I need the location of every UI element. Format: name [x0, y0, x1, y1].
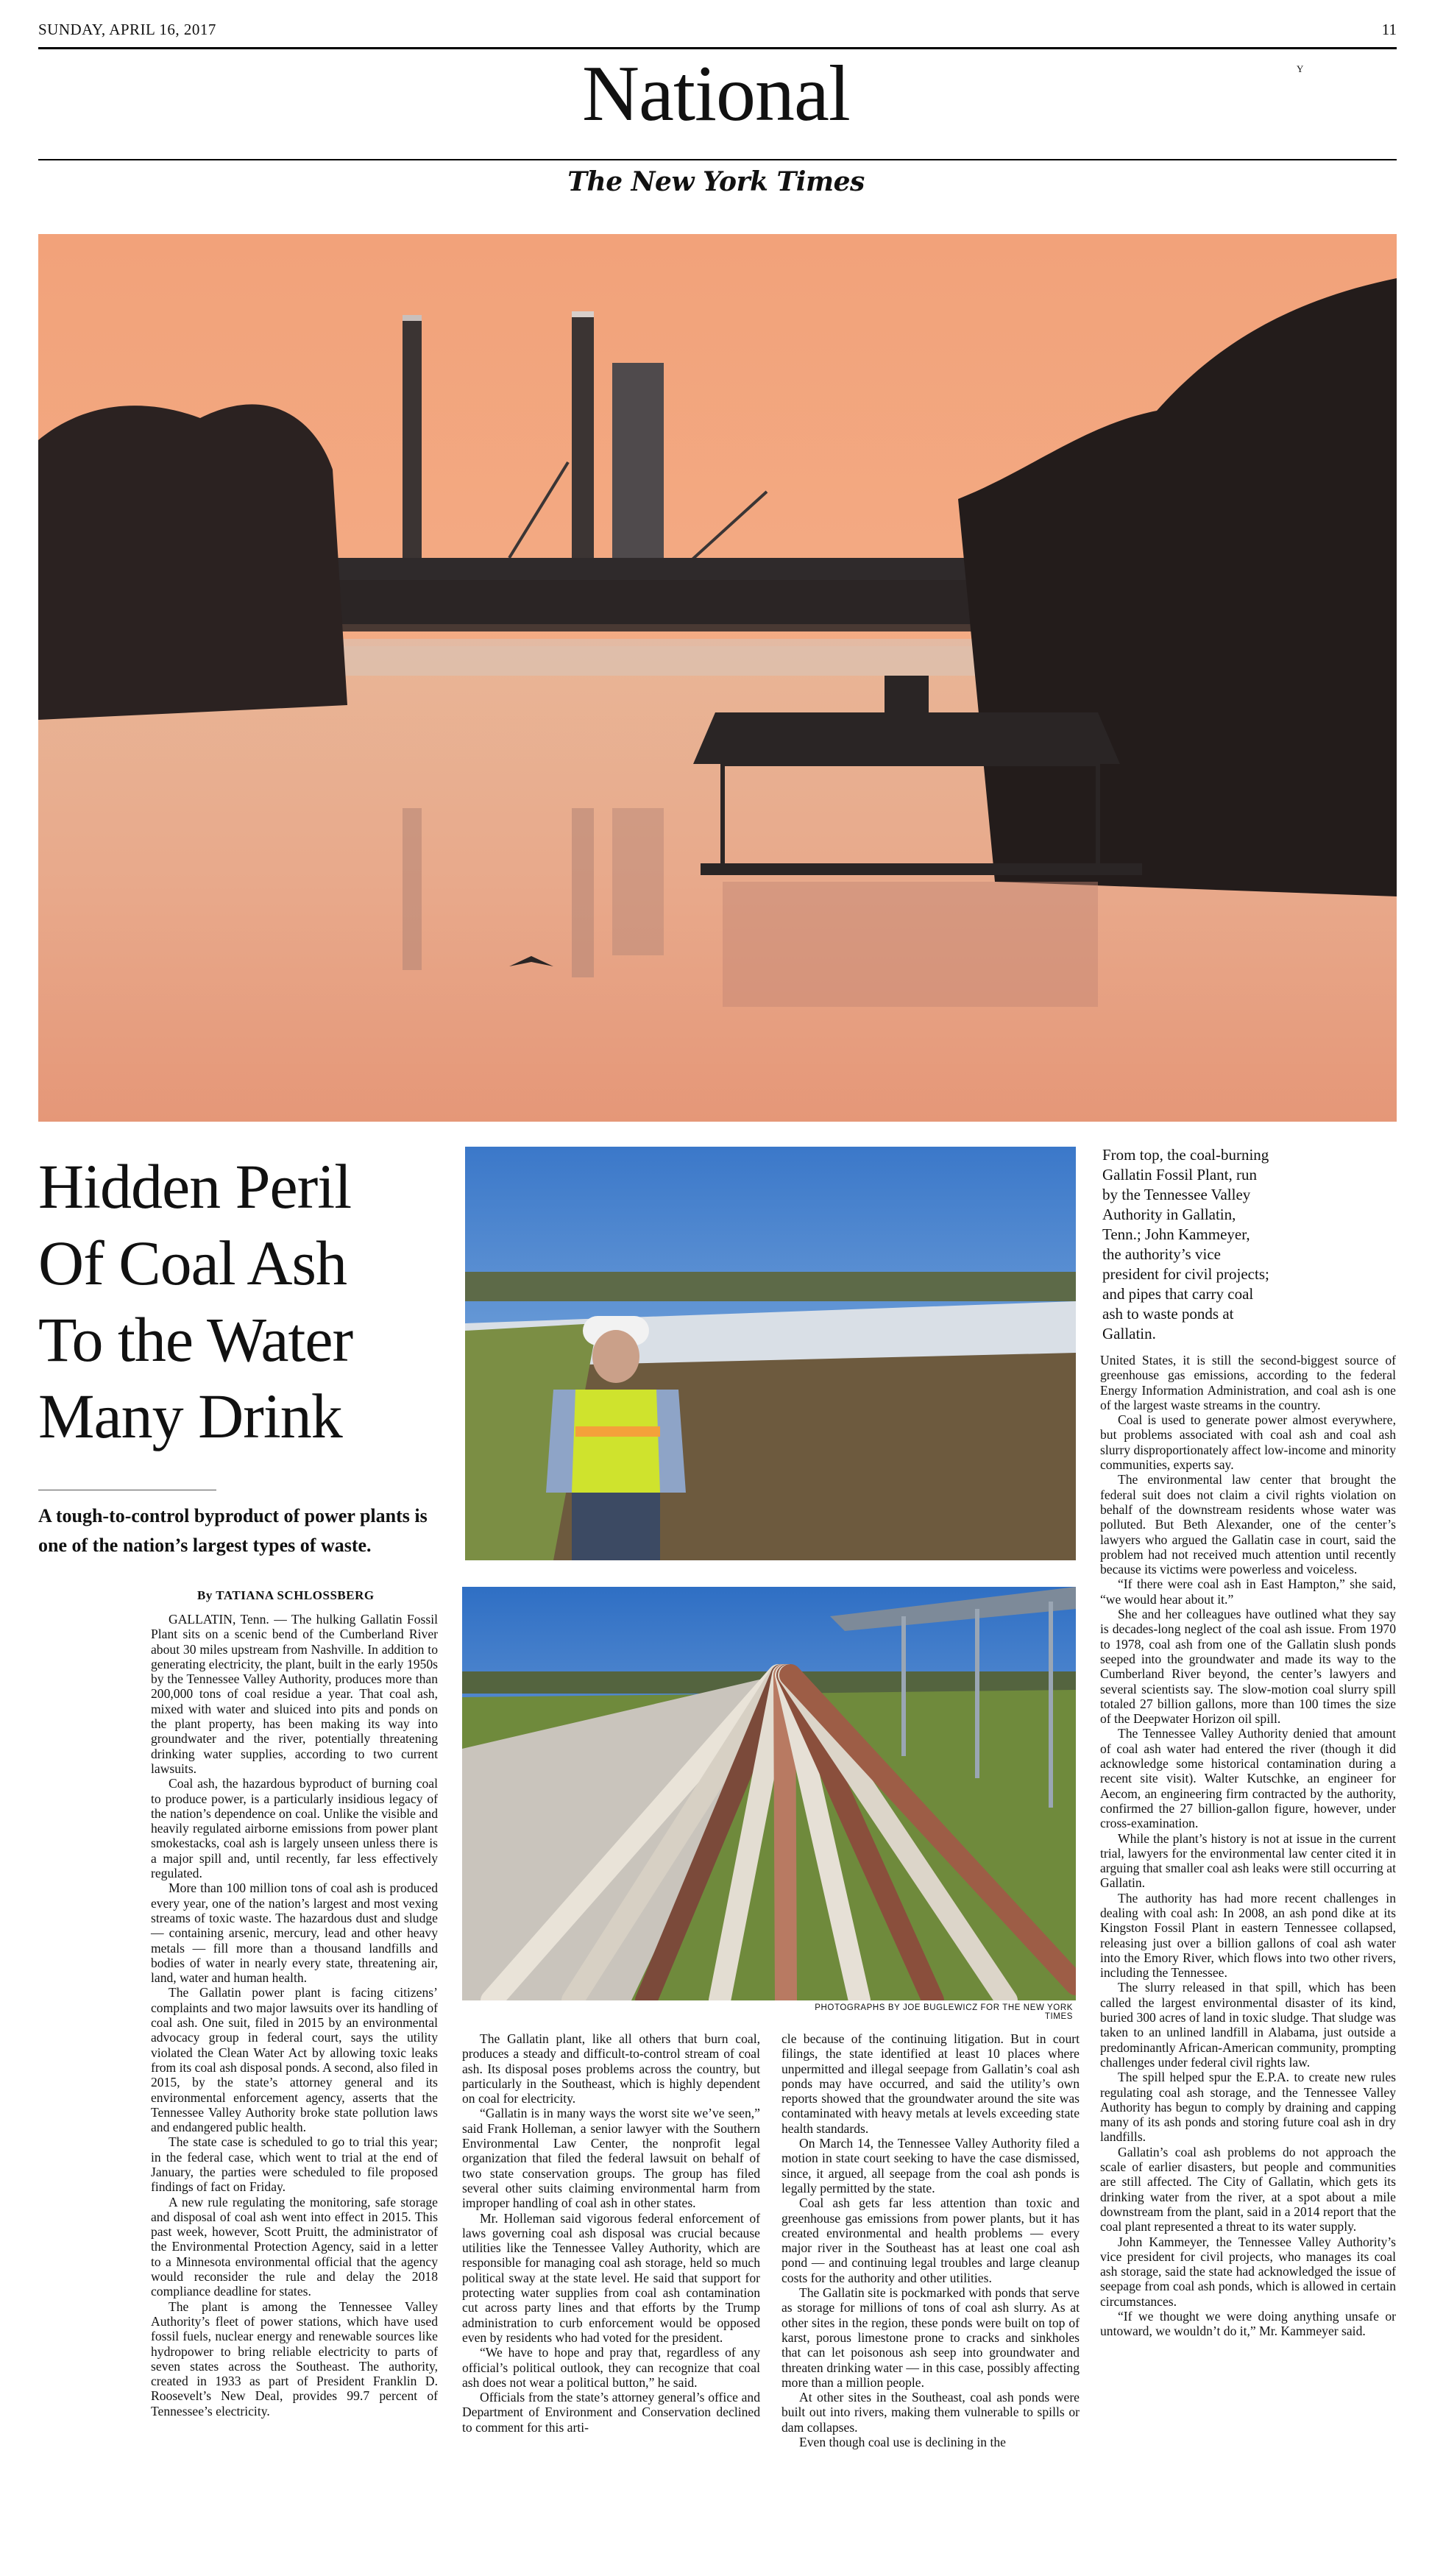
- paragraph: GALLATIN, Tenn. — The hulking Gallatin Fossil Plant sits on a scenic bend of the Cumberland River about 30 miles upstream from Nashville. In addition to generating electricity, the plant, built in the early 1950s by the Tennessee Valley Authority, produces more than 200,000 tons of coal residue a year. That coal ash, mixed with water and sluiced into pits and ponds on the plant property, has been making its way into groundwater and the river, potentially threatening drinking water supplies, according to two current lawsuits.: [151, 1612, 438, 1776]
- masthead: The New York Times: [567, 166, 865, 197]
- paragraph: She and her colleagues have outlined what they say is decades-long neglect of the coal ash issue. From 1970 to 1978, coal ash from one of the Gallatin slush ponds seeped into the groundwater and made its way to the Cumberland River beyond, the center’s lawyers and several scientists say. The slow-motion coal slurry spill totaled 27 billion gallons, more than 100 times the size of the Deepwater Horizon oil spill.: [1100, 1607, 1396, 1727]
- paragraph: Coal ash, the hazardous byproduct of burning coal to produce power, is a particularly insidious legacy of the nation’s dependence on coal. Unlike the visible and heavily regulated airborne emissions from power plant smokestacks, coal ash is largely unseen unless there is a major spill and, until recently, far less effectively regulated.: [151, 1776, 438, 1881]
- paragraph: cle because of the continuing litigation. But in court filings, the state identified at least 10 places where unpermitted and illegal seepage from Gallatin’s coal ash ponds may have occurred, and said the utility’s own reports showed that the groundwater around the site was contaminated with heavy metals at levels exceeding state health standards.: [781, 2031, 1080, 2136]
- pipes-photo: [462, 1587, 1076, 2000]
- paragraph: The spill helped spur the E.P.A. to create new rules regulating coal ash storage, and the Tennessee Valley Authority has begun to comply by draining and capping many of its ash ponds and storing future coal ash in dry landfills.: [1100, 2070, 1396, 2145]
- dateline: SUNDAY, APRIL 16, 2017: [38, 21, 216, 38]
- article-column-4: [1100, 1353, 1396, 2339]
- page-number: 11: [1381, 21, 1397, 38]
- paragraph: A new rule regulating the monitoring, safe storage and disposal of coal ash went into effect in 2015. This past week, however, Scott Pruitt, the administrator of the Environmental Protection Agency, said in a letter to a Minnesota environmental official that the agency would reconsider the rule and delay the 2018 compliance deadline for states.: [151, 2194, 438, 2299]
- paragraph: Even though coal use is declining in the: [799, 2435, 1006, 2450]
- deck: A tough-to-control byproduct of power plants is one of the nation’s largest types of waste.: [38, 1505, 428, 1556]
- byline: By TATIANA SCHLOSSBERG: [197, 1588, 375, 1602]
- paragraph: More than 100 million tons of coal ash is produced every year, one of the nation’s largest and most vexing streams of toxic waste. The hazardous dust and sludge — containing arsenic, mercury, lead and other heavy metals — fill more than a thousand landfills and bodies of water in nearly every state, threatening air, land, water and human health.: [151, 1880, 438, 1986]
- article-column-3: [781, 2031, 1080, 2449]
- paragraph: On March 14, the Tennessee Valley Authority filed a motion in state court seeking to have the case dismissed, since, it argued, all seepage from the coal ash ponds is legally permitted by the state.: [781, 2136, 1080, 2195]
- paragraph: Coal ash gets far less attention than toxic and greenhouse gas emissions from power plants, but it has created environmental and health problems — every major river in the Southeast has at least one coal ash pond — and continuing legal troubles and large cleanup costs for the authority and other utilities.: [781, 2195, 1080, 2285]
- headline-line: To the Water: [38, 1304, 353, 1375]
- paragraph: John Kammeyer, the Tennessee Valley Authority’s vice president for civil projects, who manages its coal ash storage, said the state had acknowledged the issue of seepage from coal ash ponds, which is allowed in certain circumstances.: [1100, 2234, 1396, 2309]
- paragraph: The authority has had more recent challenges in dealing with coal ash: In 2008, an ash pond dike at its Kingston Fossil Plant in eastern Tennessee collapsed, releasing just over a billion gallons of coal ash water into the Emory River, which flows into two other rivers, including the Tennessee.: [1100, 1890, 1396, 1981]
- paragraph: United States, it is still the second-biggest source of greenhouse gas emissions, according to the federal Energy Information Administration, and coal ash is one of the largest waste streams in the country.: [1100, 1353, 1396, 1412]
- photo-credit: PHOTOGRAPHS BY JOE BUGLEWICZ FOR THE NEW YORK TIMES: [815, 2003, 1073, 2021]
- section-rule: [38, 159, 1397, 160]
- paragraph: While the plant’s history is not at issue in the current trial, lawyers for the environmental law center cited it in arguing that smaller coal ash leaks were still occurring at Gallatin.: [1100, 1830, 1396, 1891]
- paragraph: At other sites in the Southeast, coal ash ponds were built out into rivers, making them vulnerable to spills or dam collapses.: [781, 2390, 1080, 2435]
- headline: [38, 1148, 450, 1454]
- paragraph: The environmental law center that brought the federal suit does not claim a civil rights violation on behalf of the downstream residents whose water was polluted. But Beth Alexander, one of the center’s lawyers who argued the Gallatin case in court, said the problem had not received much attention until recently because its victims were powerless and voiceless.: [1100, 1472, 1396, 1577]
- paragraph: Officials from the state’s attorney general’s office and Department of Environment and Conservation declined to comment for this arti-: [462, 2390, 760, 2435]
- headline-line: Of Coal Ash: [38, 1228, 347, 1298]
- headline-line: Hidden Peril: [38, 1151, 352, 1222]
- headline-line: Many Drink: [38, 1381, 342, 1451]
- paragraph: “Gallatin is in many ways the worst site we’ve seen,” said Frank Holleman, a senior lawyer with the Southern Environmental Law Center, the nonprofit legal organization that filed the federal lawsuit on behalf of two state conservation groups. The group has filed several other suits claiming environmental harm from improper handling of coal ash in other states.: [462, 2106, 760, 2211]
- worker-photo: [465, 1147, 1076, 1560]
- paragraph: “If there were coal ash in East Hampton,” she said, “we would hear about it.”: [1100, 1577, 1396, 1607]
- paragraph: The Gallatin site is pockmarked with ponds that serve as storage for millions of tons of coal ash slurry. As at other sites in the region, these ponds were built on top of karst, porous limestone prone to cracks and sinkholes that can let poisonous ash seep into groundwater and threaten drinking water — in this case, possibly affecting more than a million people.: [781, 2285, 1080, 2390]
- paragraph: Gallatin’s coal ash problems do not approach the scale of earlier disasters, but people and communities are still affected. The City of Gallatin, which gets its drinking water from the river, at a spot about a mile downstream from the plant, said in a 2014 report that the coal plant represented a threat to its water supply.: [1100, 2144, 1396, 2234]
- paragraph: The plant is among the Tennessee Valley Authority’s fleet of power stations, which have used fossil fuels, nuclear energy and renewable sources like hydropower to bring reliable electricity to parts of seven states across the Southeast. The authority, created in 1933 as part of President Franklin D. Roosevelt’s New Deal, provides 99.7 percent of Tennessee’s electricity.: [151, 2299, 438, 2418]
- paragraph: Coal is used to generate power almost everywhere, but problems associated with coal ash and coal ash slurry disproportionately affect low-income and minority communities, experts say.: [1100, 1412, 1396, 1473]
- paragraph: The slurry released in that spill, which has been called the largest environmental disaster of its kind, buried 300 acres of land in toxic sludge. That sludge was taken to an unlined landfill in Alabama, just outside a predominantly African-American community, prompting challenges under federal civil rights law.: [1100, 1980, 1396, 2070]
- article-column-1: [151, 1612, 438, 2418]
- photo-caption: From top, the coal-burning Gallatin Fossil Plant, run by the Tennessee Valley Authority in Gallatin, Tenn.; John Kammeyer, the authority’s vice president for civil projects; and pipes that carry coal ash to waste ponds at Gallatin.: [1102, 1146, 1269, 1342]
- paragraph: “If we thought we were doing anything unsafe or untoward, we wouldn’t do it,” Mr. Kammeyer said.: [1100, 2309, 1396, 2339]
- paragraph: Mr. Holleman said vigorous federal enforcement of laws governing coal ash disposal was crucial because utilities like the Tennessee Valley Authority, which are responsible for managing coal ash storage, held so much political sway at the state level. He said that support for protecting water supplies from coal ash contamination cut across party lines and that efforts by the Trump administration to curb enforcement would be opposed even by residents who had voted for the president.: [462, 2210, 760, 2345]
- paragraph: The Tennessee Valley Authority denied that amount of coal ash water had entered the river (though it did acknowledge some historical contamination during a recent site visit). Walter Kutschke, an engineer for Aecom, an engineering firm contracted by the authority, confirmed the 27 billion-gallon figure, however, under cross-examination.: [1100, 1726, 1396, 1831]
- paragraph: The Gallatin power plant is facing citizens’ complaints and two major lawsuits over its handling of coal ash. One suit, filed in 2015 by an environmental advocacy group in federal court, says the utility violated the Clean Water Act by allowing toxic leaks from its coal ash disposal ponds. A second, also filed in 2015, by the state’s attorney general and its environmental enforcement agency, asserts that the Tennessee Valley Authority broke state pollution laws and endangered public health.: [151, 1985, 438, 2135]
- main-photo: [38, 234, 1397, 1122]
- article-column-2: [462, 2031, 760, 2435]
- paragraph: “We have to hope and pray that, regardless of any official’s political outlook, they can recognize that coal ash does not wear a political button,” he said.: [462, 2345, 760, 2390]
- paragraph: The Gallatin plant, like all others that burn coal, produces a steady and difficult-to-control stream of coal ash. Its disposal poses problems across the country, but particularly in the Southeast, which is highly dependent on coal for electricity.: [462, 2031, 760, 2106]
- section-title: National: [582, 50, 850, 138]
- paragraph: The state case is scheduled to go to trial this year; in the federal case, which went to trial at the end of January, the parties were scheduled to file proposed findings of fact on Friday.: [151, 2134, 438, 2195]
- section-mark: Y: [1297, 63, 1304, 74]
